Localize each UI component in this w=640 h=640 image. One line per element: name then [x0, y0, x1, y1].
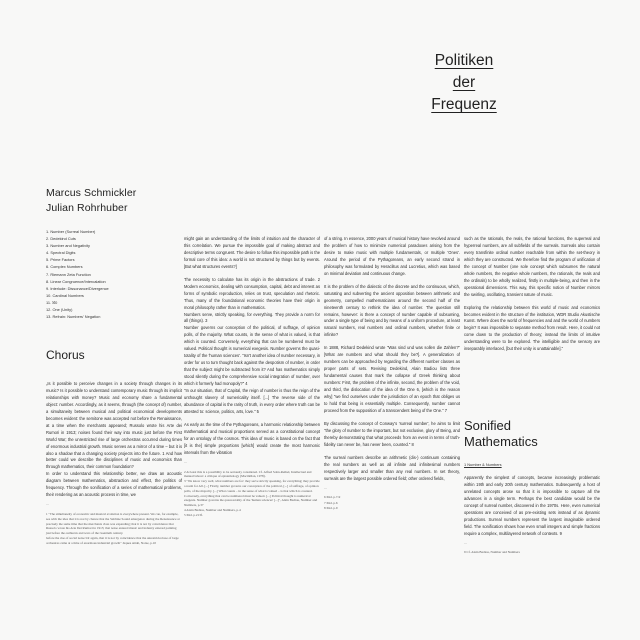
- toc-item: 12. One (Unity): [46, 307, 73, 313]
- footnote: 6 Ibid. p.7-9: [324, 495, 341, 500]
- paragraph: The necessity to calculate has its origin in the abstractions of trade. 2 Modern economics, dealing with consumption, capital, debt and interest as forms of symbolic reproduction, relies on trust, speculation and rhetoric. Thus, many of the foundational economic theories have their origin in moral philosophy rather than in mathematics.: [184, 276, 320, 310]
- paragraph: In order to understand this relationship better, we draw an acoustic diagram between mathematics, abstraction and effect, the politics of frequency. Through the sonification of a series of mathematical problems, their rendering as an acoustic process in time, we: [46, 471, 182, 498]
- section-heading-chorus: Chorus: [46, 348, 85, 362]
- toc-item: 2. Dedekind Cuts: [46, 236, 76, 242]
- paragraph: As early as the time of the Pythagoreans, a harmonic relationship between mathematical and musical proportions served as a constitutional concept for an ontology of the cosmos. This idea of music is based on the fact that [it is the] simple proportions [which] would create the most harmonic intervals from the vibration: [184, 421, 320, 455]
- paragraph: The surreal numbers describe an arithmetic (dis-) continuum containing the real numbers as well as all infinite and infinitesimal numbers respectively larger and smaller than any real numbers. In set theory, surreals are the largest possible ordered field; other ordered fields,: [324, 454, 460, 481]
- paragraph: Exploring the relationship between this world of music and economics becomes evident in the structure of the institution, WDR Studio Akustische Kunst. Where does the world of frequencies and and the world of numbers begin? It was impossible to separate method from result. Here, it could not come down to the production of theory; instead the limits of intuitive understanding were to be explored. The intelligible and the sensory are inseparably interlaced, [but their unity is unattainable].": [464, 304, 600, 352]
- continuation-mark: ...: [184, 458, 188, 464]
- title-line-3: Frequenz: [431, 96, 497, 113]
- toc-item: 10. Cardinal Numbers: [46, 292, 84, 298]
- author-1: Marcus Schmickler: [46, 187, 137, 199]
- section-heading-sonified-mathematics: [464, 418, 538, 450]
- footnote: 7 Ibid. p.6: [324, 500, 338, 505]
- footnotes: [184, 470, 320, 519]
- footnotes: [324, 495, 460, 510]
- footnote: 2 At least this is a possibility to be seriously considered. Cf. Alfred Sohn-Rethel, Intellectual and manual labour: a critique of epistemology (Macmillan, 1978).: [184, 469, 312, 479]
- paragraph: „Is it possible to perceive changes in a society through changes in its music? Is it possible to understand contemporary music through its implicit relationships with money? Music and economy share a fundamental object: number. Accordingly, as it seems, through (the concept of) number, a simultaneity between musical and political economical developments becomes evident: the semitone was accepted not before the Renaissance, at a time when the merchants appeared; Russolo wrote his Arte dei Rumori in 1913; noises found their way into music just before the First World War; the unrestricted rise of large orchestras occurred during times of enormous industrial growth. Music serves as a mirror of a time – but it is also a shadow that a changing society projects into the future. 1 And how better could we describe the disciplines of music and economics than through mathematics, their common foundation?: [46, 381, 182, 470]
- footnotes: [46, 512, 182, 545]
- text-column-3: [324, 236, 460, 511]
- title-line-1: Politiken: [434, 52, 494, 69]
- text-column-1: [46, 381, 182, 546]
- footnote: 5 Ibid. p.213f.: [184, 513, 203, 518]
- footnote: 8 Ibid. p.9: [324, 505, 338, 510]
- toc-item: 11. ℵ0: [46, 299, 58, 305]
- paragraph: "In our situation, that of Capital, the reign of number is thus the reign of the unthought slavery of numericality itself. [...] The reverse side of the abundance of capital is the rarity of truth, in every order where truth can be attested to: science, politics, arts, love." 5: [184, 388, 320, 414]
- text-column-2: [184, 236, 320, 519]
- paragraph: might gain an understanding of the limits of intuition and the character of this correlation. We pursue the impossible goal of making abstract and descriptive terms congruent. The desire to follow this impossible path is the formal core of this idea: a world is not structured by things but by events. [But what structures events?]: [184, 236, 320, 269]
- toc-item: 4. Spectral Digits: [46, 250, 76, 256]
- text-column-4: [464, 236, 600, 353]
- footnote: 4 Alain Badiou, Number and Numbers, p.4: [184, 508, 241, 513]
- paragraph: By discussing the concept of Conway's 'surreal number', he aims to limit "the glory of number to the important, but not exclusive, glory of Being, and thereby demonstrating that what proceeds from an event in terms of truth-fidelity can never be, has never been, counted." 8: [324, 420, 460, 447]
- toc-item: 9. Interlude: Dissonance/Divergence: [46, 285, 109, 291]
- paragraph: such as the rationals, the reals, the rational functions, the superreal and hyperreal numbers, are all subfields of the surreals. Surreals also contain every transfinite ordinal number reachable from within the set-theory in which they are constructed. We therefore find the program of unification of the concept of Number (one sole concept which subsumes the natural whole numbers, the negative whole numbers, the rationals, the reals and the ordinals) to be wholly realized, firstly in multiple-being, and then in the operational dimensions. This way, this specific notion of Number mirrors the swirling, oscillating, transient nature of music.: [464, 236, 600, 297]
- continuation-mark: ...: [46, 501, 50, 507]
- paragraph: Numbers serve, strictly speaking, for everything. They provide a norm for all (things). 3: [184, 311, 320, 324]
- document-title: [424, 50, 504, 116]
- footnote: 3 "We know very well, what numbers are for: they serve strictly speaking, for everything; they provide a norm for All. [...] Firstly, number governs our conception of the political, [...] of suffrage, of opinion polls, of the majority. [...] What counts – in the sense of what is valued – is that which is counted. Conversely, everything that can be numbered must be valued. [...] Political thought is numerical exegesis. Number governs the quasi-totality of the 'human sciences' [...]", Alain Badiou, Number and Numbers, p.37: [184, 479, 320, 507]
- heading-line: Mathematics: [464, 434, 538, 449]
- paragraph: of a string. In essence, 2000 years of musical history have revolved around the problem of how to minimize numerical paradoxes arising from the desire to make music with multiple fundamentals, or multiple 'Ones'. Around the period of the Pythagoreans, an early second strand in philosophy was formulated by Heraclitus and Lucretius, which was based on minimal deviation and continuous change.: [324, 236, 460, 276]
- continuation-mark: ...: [324, 484, 328, 490]
- author-2: Julian Rohrhuber: [46, 202, 128, 214]
- footnote: 9 Cf. Alain Badiou, Number and Numbers: [464, 550, 520, 555]
- footnotes: [464, 550, 600, 555]
- toc-item: 13. Refrain: Numbers' Negation: [46, 314, 101, 320]
- paragraph: In 1888, Richard Dedekind wrote "Was sind und was sollen die Zahlen?" [What are numbers and what should they be?]. A generalization of numbers can be approached by regarding the different number classes as proper parts of sets. Revising Dedekind, Alain Badiou lists three fundamental causes that mark the collapse of Greek thinking about numbers: First, the problem of the infinite, second, the problem of the void, and third, the dislocation of the idea of the One 6, [which is the reason why] "we find ourselves under the jurisdiction of an epoch that obliges us to hold that being is essentially multiple. Consequently, number cannot proceed from the supposition of a transcendent being of the One." 7: [324, 345, 460, 413]
- toc-item: 1. Number (Surreal Number): [46, 229, 96, 234]
- paragraph: Apparently the simplest of concepts, became increasingly problematic within 19th and early 20th century mathematics. Subsequently, a host of unrelated concepts arose so that it is impossible to capture all the advances in a single term. Perhaps the best candidate would be the concept of surreal number, discovered in the 1970s. Here, even numerical operations are conceived of as pre-existing sets instead of as dynamic productions. Surreal numbers represent the largest imaginable ordered field. The sonification shows how even small integers and simple fractions require a complex, multilayered network of contexts. 9: [464, 474, 600, 536]
- paragraph: It is the problem of the dialectic of the discrete and the continuous, which, saturating and subverting the ancient opposition between arithmetic and geometry, compelled mathematicians around the second half of the nineteenth century to rethink the idea of number. The question still remains, however: is there a concept of number capable of subsuming, under a single type of being and by means of a uniform procedure, at least natural numbers, real numbers and ordinal numbers, whether finite or infinite?: [324, 283, 460, 338]
- footnote: before the rise of social noise.'Or again, that it is not by coincidence that the unrestricted use of large orchestras came at a time of enormous industrial growth" Jaques Attali, Noise, p.10: [46, 536, 179, 545]
- table-of-contents: [46, 228, 176, 320]
- toc-item: 6. Complex Numbers: [46, 264, 83, 270]
- text-column-4-continued: [464, 462, 600, 556]
- title-line-2: der: [452, 74, 476, 91]
- subsection-link-number-and-numbers[interactable]: 1 Number & Numbers: [464, 462, 502, 467]
- toc-item: 7. Riemann Zeta Function: [46, 271, 91, 277]
- toc-item: 8. Linear Congruence/Intercalation: [46, 278, 106, 284]
- authors: [46, 186, 136, 216]
- toc-item: 5. Prime Factors: [46, 257, 75, 263]
- heading-line: Sonified: [464, 418, 511, 433]
- toc-item: 3. Number and Negativity: [46, 243, 90, 249]
- continuation-mark: ...: [464, 539, 468, 545]
- footnote: 1 "The simultaneity of economic and musical evolution is everywhere present. We can, for example, see with the idea that it is not by chance that the Sabbine Sound emergence during the Renaissance at precisely the same time that the merchants class was expanding; that it is not by coincidence that Russolo wrote his Arte Dei Rumori in 1913; that noise entered music and industry entered painting just before the outbursts and wars of the twentieth century.: [46, 512, 180, 535]
- paragraph: Number governs our conception of the political, of suffrage, of opinion polls, of the majority. What counts, in the sense of what is valued, is that which is counted. Conversely, everything that can be numbered must be valued. Political thought is numerical exegesis. Number governs the quasi-totality of the 'human sciences'. "Isn't another idea of number necessary, in order for us to turn thought back against the despotism of number, in order that the subject might be subtracted from it? And has mathematics simply stood silently during the comprehensive social integration of number, over which it formerly had monopoly?" 4: [184, 325, 320, 387]
